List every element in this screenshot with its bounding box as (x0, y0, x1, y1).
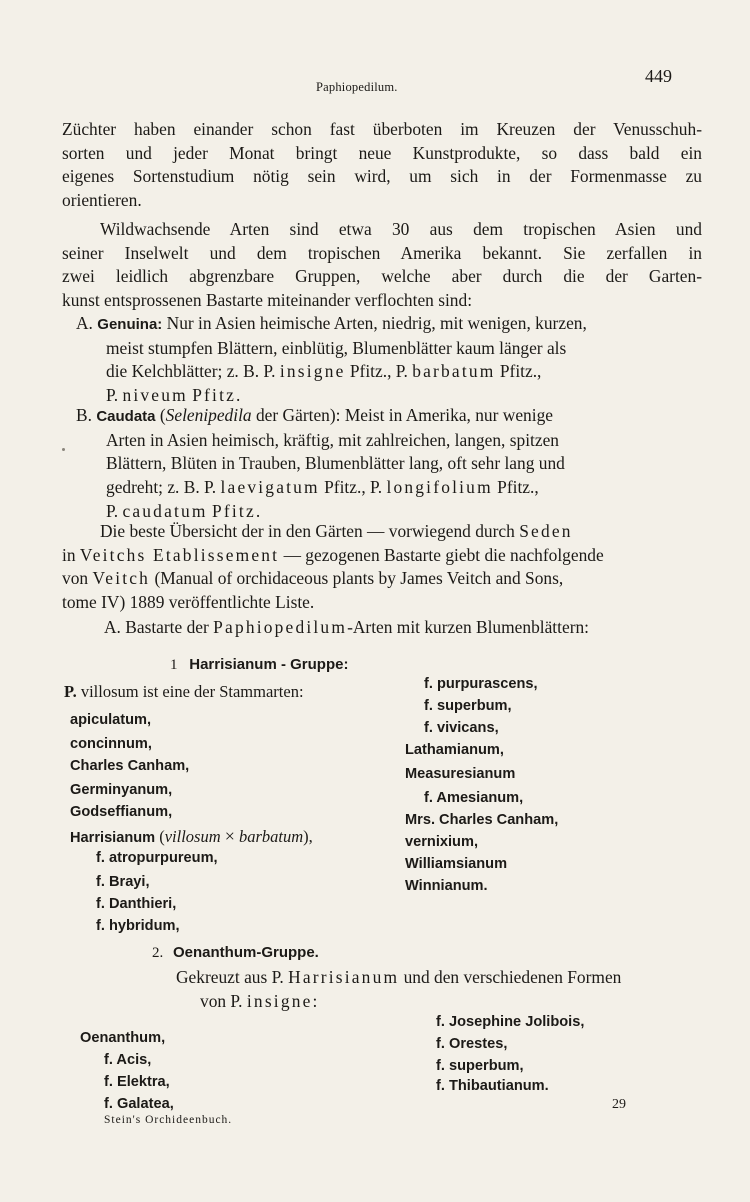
text-run: villosum ist eine der Stammarten: (80, 682, 304, 701)
text-run: Pfitz., (497, 477, 539, 498)
list-item: f. vivicans, (424, 720, 499, 736)
group-heading (170, 656, 348, 674)
species-name: niveum (122, 385, 188, 406)
list-item (70, 826, 313, 847)
text-run: von P. (200, 990, 243, 1011)
list-item: concinnum, (70, 736, 152, 752)
text-line: eigenes Sortenstudium nötig sein wird, um sich in der Formenmasse zu (62, 166, 702, 187)
species-name: insigne: (246, 990, 320, 1011)
text-run: in (62, 544, 76, 565)
section-marker: A. (76, 313, 93, 333)
person-name: Veitchs Etablissement (79, 544, 280, 565)
list-item: f. Brayi, (96, 874, 150, 890)
list-item: f. Danthieri, (96, 896, 177, 912)
list-item: f. superbum, (424, 698, 512, 714)
list-item: Mrs. Charles Canham, (405, 812, 559, 828)
text-line (62, 404, 702, 429)
text-line: sorten und jeder Monat bringt neue Kunstprodukte, so dass bald ein (62, 142, 702, 163)
list-item: f. hybridum, (96, 918, 180, 934)
section-caudata (62, 404, 702, 524)
cross-symbol: × (224, 826, 235, 846)
text-run: Pfitz., (499, 361, 542, 382)
text-line (62, 520, 702, 544)
list-item: apiculatum, (70, 712, 152, 728)
section-genuina (62, 312, 702, 408)
species-paragraph (62, 218, 702, 313)
text-run: gedreht; z. B. P. (106, 477, 217, 498)
text-run: P. (106, 385, 119, 406)
text-line: meist stumpfen Blättern, einblütig, Blumenblätter kaum länger als (106, 337, 567, 358)
text-line (62, 312, 702, 337)
text-run: ( (159, 827, 165, 846)
list-item: f. Josephine Jolibois, (436, 1014, 585, 1030)
text-run: Harrisianum (70, 830, 156, 846)
list-item: Measuresianum (405, 766, 516, 782)
text-line (62, 567, 702, 591)
group-number: 1 (170, 657, 178, 673)
text-line: kunst entsprossenen Bastarte miteinander verflochten sind: (62, 290, 473, 311)
paper-stain (62, 448, 65, 451)
person-name: Seden (519, 521, 573, 541)
list-item: Godseffianum, (70, 804, 173, 820)
text-line: seiner Inselwelt und dem tropischen Amerika bekannt. Sie zerfallen in (62, 242, 702, 263)
section-name: Caudata (96, 408, 156, 425)
signature-mark: 29 (612, 1097, 626, 1112)
italic-name: barbatum (238, 827, 304, 846)
species-name: longifolium (386, 477, 493, 498)
species-name: barbatum (412, 361, 496, 382)
text-line: Wildwachsende Arten sind etwa 30 aus dem tropischen Asien und (100, 219, 702, 239)
text-run: und den verschiedenen Formen (403, 967, 622, 987)
text-line: Arten in Asien heimisch, kräftig, mit zahlreichen, langen, spitzen (106, 429, 559, 450)
text-run: die Kelchblätter; z. B. P. (106, 361, 276, 382)
text-line: Blättern, Blüten in Trauben, Blumenblätter lang, oft sehr lang und (106, 453, 565, 474)
hybrid-heading (104, 616, 704, 640)
text-run: (Manual of orchidaceous plants by James Veitch and Sons, (154, 568, 564, 589)
text-line (62, 360, 702, 384)
text-run: -Arten mit kurzen Blumenblättern: (347, 617, 590, 637)
section-name: Genuina: (97, 316, 163, 333)
text-run: Pfitz., P. (349, 361, 408, 382)
text-run: — gezogenen Bastarte giebt die nachfolgende (283, 544, 604, 565)
text-run: A. Bastarte der (104, 617, 209, 637)
genus-abbrev: P. (64, 682, 77, 701)
list-item (64, 682, 304, 702)
list-item: f. Orestes, (436, 1036, 508, 1052)
group-title: Harrisianum - Gruppe: (189, 656, 349, 673)
text-line (62, 544, 702, 568)
text-line: Züchter haben einander schon fast überboten im Kreuzen der Venusschuh- (62, 119, 702, 139)
page-number: 449 (645, 66, 672, 86)
section-marker: B. (76, 405, 92, 425)
species-name: caudatum (122, 500, 208, 521)
list-item: Charles Canham, (70, 758, 190, 774)
italic-name: villosum (164, 827, 221, 846)
species-name: Harrisianum (288, 967, 400, 987)
list-item: Germinyanum, (70, 782, 173, 798)
text-line (62, 476, 702, 500)
text-line: orientieren. (62, 190, 142, 211)
text-run: Pfitz., P. (324, 477, 383, 498)
text-run: der Gärten): Meist in Amerika, nur wenige (255, 405, 553, 425)
list-item: Oenanthum, (80, 1030, 166, 1046)
list-item: f. Amesianum, (424, 790, 524, 806)
text-run: Pfitz. (192, 385, 243, 406)
species-name: insigne (279, 361, 346, 382)
list-item: Williamsianum (405, 856, 508, 872)
group-number: 2. (152, 945, 164, 961)
list-item: vernixium, (405, 834, 478, 850)
list-item: f. atropurpureum, (96, 850, 218, 866)
italic-name: Selenipedila (165, 405, 252, 425)
group-heading (152, 944, 319, 962)
list-item: f. superbum, (436, 1058, 524, 1074)
text-line (104, 616, 704, 640)
list-item: Winnianum. (405, 878, 488, 894)
text-line: zwei leidlich abgrenzbare Gruppen, welche aber durch die der Garten- (62, 266, 702, 287)
text-run: Nur in Asien heimische Arten, niedrig, mit wenigen, kurzen, (166, 313, 587, 333)
text-run: Pfitz. (212, 500, 263, 521)
group2-intro (176, 966, 716, 1013)
text-line (176, 966, 716, 990)
text-run: von (62, 568, 89, 589)
list-item: f. Acis, (104, 1052, 152, 1068)
text-run: P. (106, 500, 119, 521)
list-item: f. Galatea, (104, 1096, 174, 1112)
group-title: Oenanthum-Gruppe. (173, 944, 319, 961)
list-item: f. purpurascens, (424, 676, 538, 692)
text-run: ), (303, 827, 313, 846)
text-line (176, 990, 716, 1014)
list-item: f. Thibautianum. (436, 1078, 549, 1094)
genus-name: Paphiopedilum (213, 617, 348, 637)
text-line: tome IV) 1889 veröffentlichte Liste. (62, 592, 315, 613)
text-run: Gekreuzt aus P. (176, 967, 284, 987)
text-run: ( (159, 405, 166, 425)
text-run: Die beste Übersicht der in den Gärten — vorwiegend durch (100, 521, 515, 541)
running-head: Paphiopedilum. (316, 80, 398, 94)
list-item: f. Elektra, (104, 1074, 170, 1090)
person-name: Veitch (92, 568, 151, 589)
list-item: Lathamianum, (405, 742, 504, 758)
footer-book-title: Stein's Orchideenbuch. (104, 1114, 233, 1126)
overview-paragraph (62, 520, 702, 615)
intro-paragraph (62, 118, 702, 213)
species-name: laevigatum (220, 477, 320, 498)
